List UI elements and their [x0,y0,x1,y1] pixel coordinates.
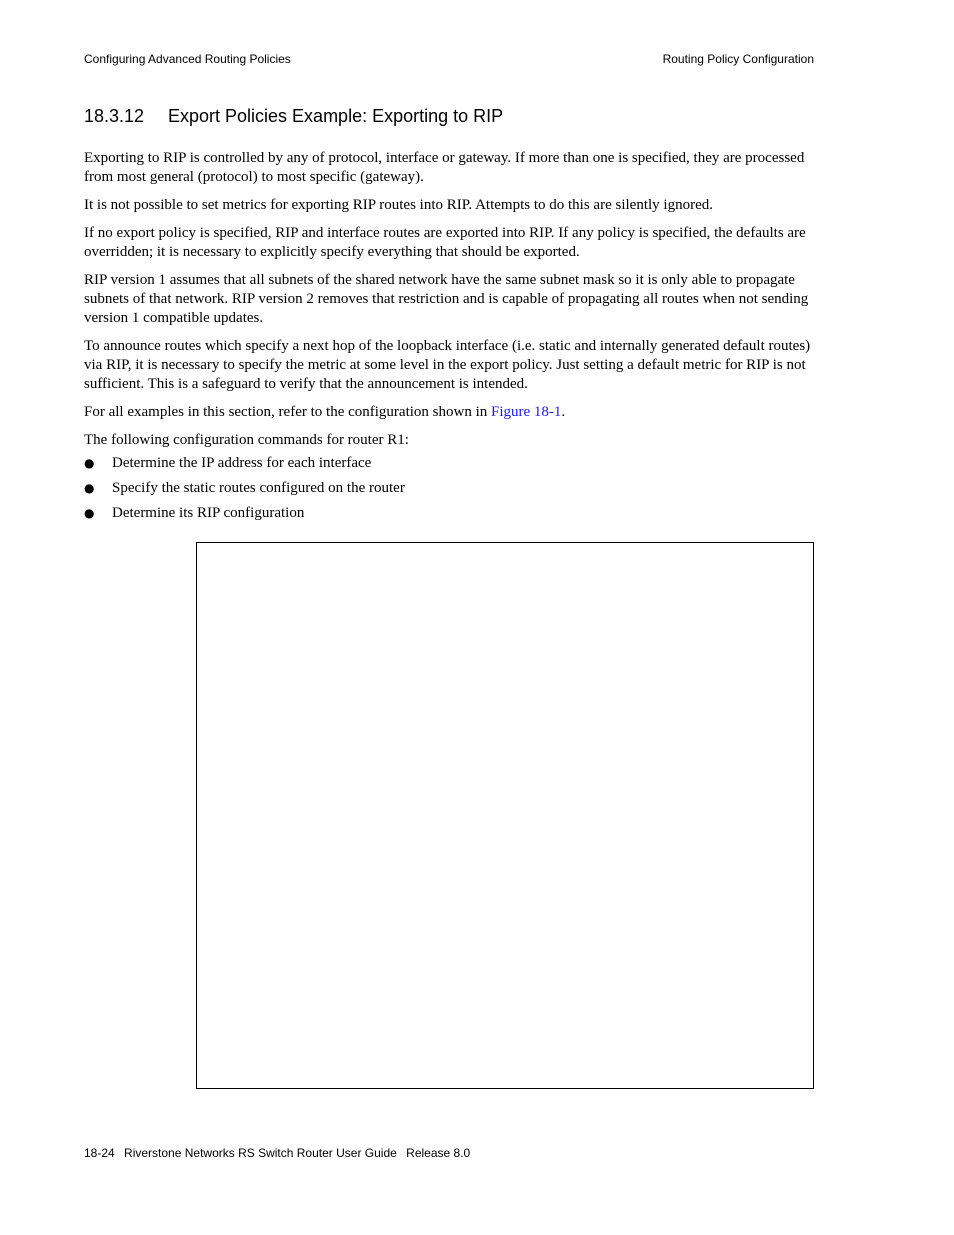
book-title: Riverstone Networks RS Switch Router User Guide [124,1146,397,1160]
release-label: Release 8.0 [406,1146,471,1160]
paragraph: RIP version 1 assumes that all subnets of the shared network have the same subnet mask so it is only able to propagate subnets of that network. RIP version 2 removes that restriction and is capable of propagating all routes when not sending version 1 compatible updates. [84,272,809,326]
figure-reference-paragraph [84,403,816,422]
list-item-text: Specify the static routes configured on the router [112,480,405,496]
page-number: 18-24 [84,1146,115,1160]
configuration-box [196,542,814,1089]
figure-ref-text: For all examples in this section, refer to the configuration shown in [84,404,491,420]
lead-in-paragraph: The following configuration commands for router R1: [84,432,409,448]
list-item [84,504,816,523]
header-section-title: Routing Policy Configuration [662,52,814,66]
list-item [84,479,816,498]
figure-link[interactable]: Figure 18-1 [491,404,562,420]
running-header [84,52,814,68]
bullet-icon: ● [84,506,95,520]
section-title: Export Policies Example: Exporting to RIP [168,106,504,126]
running-footer [84,1146,476,1160]
figure-ref-end: . [561,404,566,420]
list-item-text: Determine the IP address for each interface [112,455,372,471]
bullet-icon: ● [84,481,95,495]
bullet-list [84,454,816,523]
paragraph: If no export policy is specified, RIP and interface routes are exported into RIP. If any policy is specified, the defaults are overridden; it is necessary to explicitly specify everything that should be exported. [84,225,806,260]
section-heading [84,106,503,127]
list-item-text: Determine its RIP configuration [112,505,305,521]
list-item [84,454,816,473]
section-number: 18.3.12 [84,106,145,126]
bullet-icon: ● [84,456,95,470]
paragraph: Exporting to RIP is controlled by any of protocol, interface or gateway. If more than one is specified, they are processed from most general (protocol) to most specific (gateway). [84,150,805,185]
header-chapter-title: Configuring Advanced Routing Policies [84,52,291,66]
paragraph: To announce routes which specify a next hop of the loopback interface (i.e. static and internally generated default routes) via RIP, it is necessary to specify the metric at some level in the export policy. Just setting a default metric for RIP is not sufficient. This is a safeguard to verify that the announcement is intended. [84,338,811,392]
body-text [84,149,816,529]
paragraph: It is not possible to set metrics for exporting RIP routes into RIP. Attempts to do this are silently ignored. [84,197,713,213]
